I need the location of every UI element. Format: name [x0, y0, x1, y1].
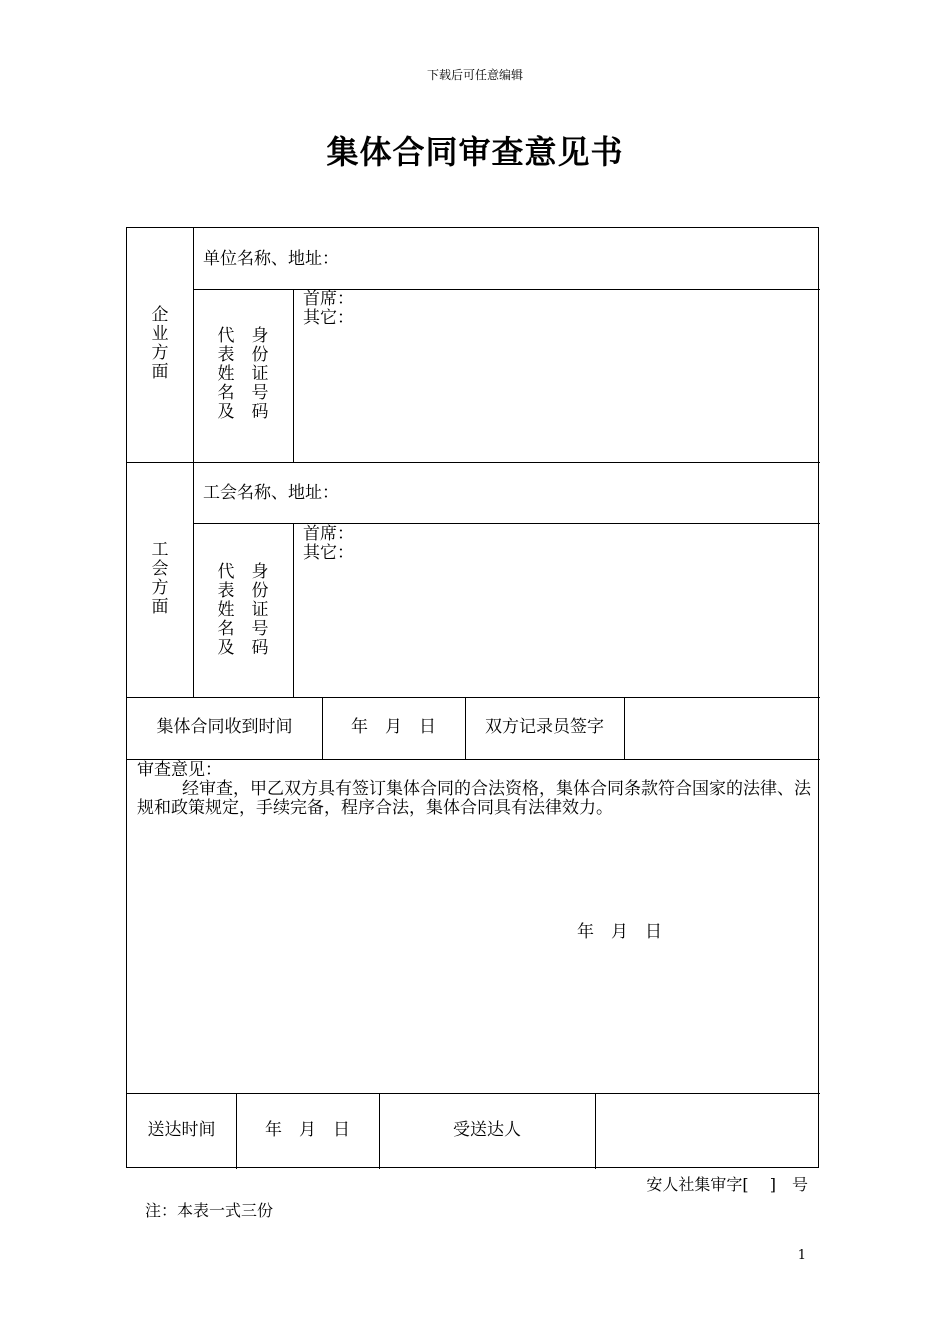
divider [193, 228, 194, 697]
enterprise-rep-label-col1: 代表姓名及 [217, 326, 235, 422]
divider [193, 523, 820, 524]
recorder-signature-label: 双方记录员签字 [485, 717, 604, 737]
enterprise-other-label: 其它： [303, 308, 354, 328]
document-number: 安人社集审字[ ] 号 [646, 1175, 808, 1194]
delivery-date: 年 月 日 [265, 1120, 350, 1140]
enterprise-side-label: 企业方面 [151, 305, 169, 382]
divider [624, 697, 625, 759]
page-header: 下载后可任意编辑 [426, 68, 523, 82]
review-opinion-text: 经审查，甲乙双方具有签订集体合同的合法资格，集体合同条款符合国家的法律、法规和政策规定，手续完备，程序合法，集体合同具有法律效力。 [137, 779, 811, 818]
page-number: 1 [797, 1248, 806, 1263]
union-other-label: 其它： [303, 543, 354, 563]
review-form-table [126, 227, 819, 1168]
divider [595, 1093, 596, 1169]
enterprise-rep-label-col2: 身份证号码 [251, 326, 269, 422]
divider [293, 289, 294, 463]
enterprise-chair-label: 首席： [303, 289, 354, 309]
review-date: 年 月 日 [577, 922, 662, 942]
union-side-label: 工会方面 [151, 540, 169, 617]
union-name-address-label: 工会名称、地址： [203, 483, 339, 503]
enterprise-name-address-label: 单位名称、地址： [203, 249, 339, 269]
recipient-label: 受送达人 [453, 1120, 521, 1140]
received-date: 年 月 日 [351, 717, 436, 737]
union-rep-label-col1: 代表姓名及 [217, 562, 235, 658]
footnote: 注：本表一式三份 [145, 1201, 274, 1220]
review-label: 审查意见： [137, 760, 222, 780]
divider [293, 523, 294, 697]
divider [127, 697, 820, 698]
divider [127, 462, 820, 463]
page-title: 集体合同审查意见书 [326, 133, 624, 171]
divider [193, 289, 820, 290]
divider [127, 759, 820, 760]
union-rep-label-col2: 身份证号码 [251, 562, 269, 658]
delivery-time-label: 送达时间 [147, 1120, 216, 1140]
divider [127, 1093, 820, 1094]
union-chair-label: 首席： [303, 524, 354, 544]
received-time-label: 集体合同收到时间 [156, 717, 293, 737]
